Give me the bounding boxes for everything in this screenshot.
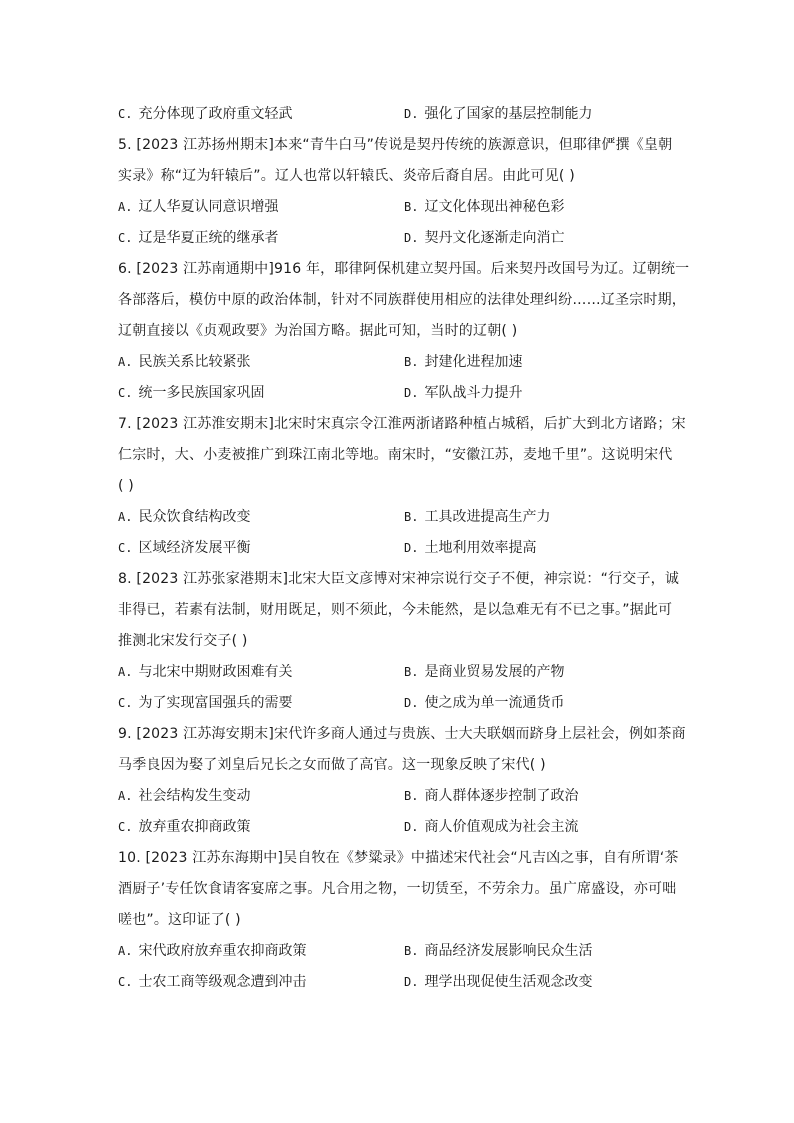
q6-option-a[interactable]: A. 民族关系比较紧张 [118,354,251,370]
q8-option-a[interactable]: A. 与北宋中期财政困难有关 [118,664,293,680]
q9-option-d[interactable]: D. 商人价值观成为社会主流 [404,819,579,835]
q6-stem-line-3: 辽朝直接以《贞观政要》为治国方略。据此可知，当时的辽朝( ) [118,323,518,339]
q6-option-d[interactable]: D. 军队战斗力提升 [404,385,523,401]
q8-stem-line-3: 推测北宋发行交子( ) [118,633,248,649]
q6-stem-line-2: 各部落后，模仿中原的政治体制，针对不同族群使用相应的法律处理纠纷……辽圣宗时期， [118,292,686,308]
q6-option-c[interactable]: C. 统一多民族国家巩固 [118,385,265,401]
q8-option-d[interactable]: D. 使之成为单一流通货币 [404,695,565,711]
q5-stem-line-2: 实录》称“辽为轩辕后”。辽人也常以轩辕氏、炎帝后裔自居。由此可见( ) [118,168,575,184]
q9-stem-line-2: 马季良因为娶了刘皇后兄长之女而做了高官。这一现象反映了宋代( ) [118,757,546,773]
q7-option-d[interactable]: D. 土地利用效率提高 [404,540,537,556]
q8-option-b[interactable]: B. 是商业贸易发展的产物 [404,664,565,680]
q7-option-a[interactable]: A. 民众饮食结构改变 [118,509,251,525]
q8-stem-line-1: 8. [2023 江苏张家港期末]北宋大臣文彦博对宋神宗说行交子不便，神宗说：“行交子，诚 [118,571,680,587]
q9-option-b[interactable]: B. 商人群体逐步控制了政治 [404,788,579,804]
q10-option-c[interactable]: C. 士农工商等级观念遭到冲击 [118,974,307,990]
q6-stem-line-1: 6. [2023 江苏南通期中]916 年，耶律阿保机建立契丹国。后来契丹改国号为辽。辽朝统一 [118,261,690,277]
q4-option-d[interactable]: D. 强化了国家的基层控制能力 [404,106,593,122]
q10-stem-line-3: 嗟也”。这印证了( ) [118,912,241,928]
q4-option-c[interactable]: C. 充分体现了政府重文轻武 [118,106,293,122]
q7-stem-line-2: 仁宗时，大、小麦被推广到珠江南北等地。南宋时，“安徽江苏，麦地千里”。这说明宋代 [118,447,673,463]
q8-stem-line-2: 非得已，若素有法制，财用既足，则不须此，今未能然，是以急难无有不已之事。”据此可 [118,602,673,618]
q9-option-a[interactable]: A. 社会结构发生变动 [118,788,251,804]
q7-option-c[interactable]: C. 区域经济发展平衡 [118,540,251,556]
q7-stem-line-3: ( ) [118,478,134,494]
q7-stem-line-1: 7. [2023 江苏淮安期末]北宋时宋真宗令江淮两浙诸路种植占城稻，后扩大到北方诸路；宋 [118,416,686,432]
q9-stem-line-1: 9. [2023 江苏海安期末]宋代许多商人通过与贵族、士大夫联姻而跻身上层社会，例如茶商 [118,726,686,742]
q5-option-b[interactable]: B. 辽文化体现出神秘色彩 [404,199,565,215]
q5-option-c[interactable]: C. 辽是华夏正统的继承者 [118,230,279,246]
q5-stem-line-1: 5. [2023 江苏扬州期末]本来“青牛白马”传说是契丹传统的族源意识，但耶律俨撰《皇朝 [118,137,673,153]
q10-option-b[interactable]: B. 商品经济发展影响民众生活 [404,943,593,959]
q7-option-b[interactable]: B. 工具改进提高生产力 [404,509,551,525]
q10-option-a[interactable]: A. 宋代政府放弃重农抑商政策 [118,943,307,959]
q6-option-b[interactable]: B. 封建化进程加速 [404,354,523,370]
q10-stem-line-2: 酒厨子’专任饮食请客宴席之事。凡合用之物，一切赁至，不劳余力。虽广席盛设，亦可咄 [118,881,677,897]
q9-option-c[interactable]: C. 放弃重农抑商政策 [118,819,251,835]
q5-option-d[interactable]: D. 契丹文化逐渐走向消亡 [404,230,565,246]
q5-option-a[interactable]: A. 辽人华夏认同意识增强 [118,199,279,215]
q10-option-d[interactable]: D. 理学出现促使生活观念改变 [404,974,593,990]
q8-option-c[interactable]: C. 为了实现富国强兵的需要 [118,695,293,711]
q10-stem-line-1: 10. [2023 江苏东海期中]吴自牧在《梦粱录》中描述宋代社会“凡吉凶之事，自有所谓‘茶 [118,850,679,866]
